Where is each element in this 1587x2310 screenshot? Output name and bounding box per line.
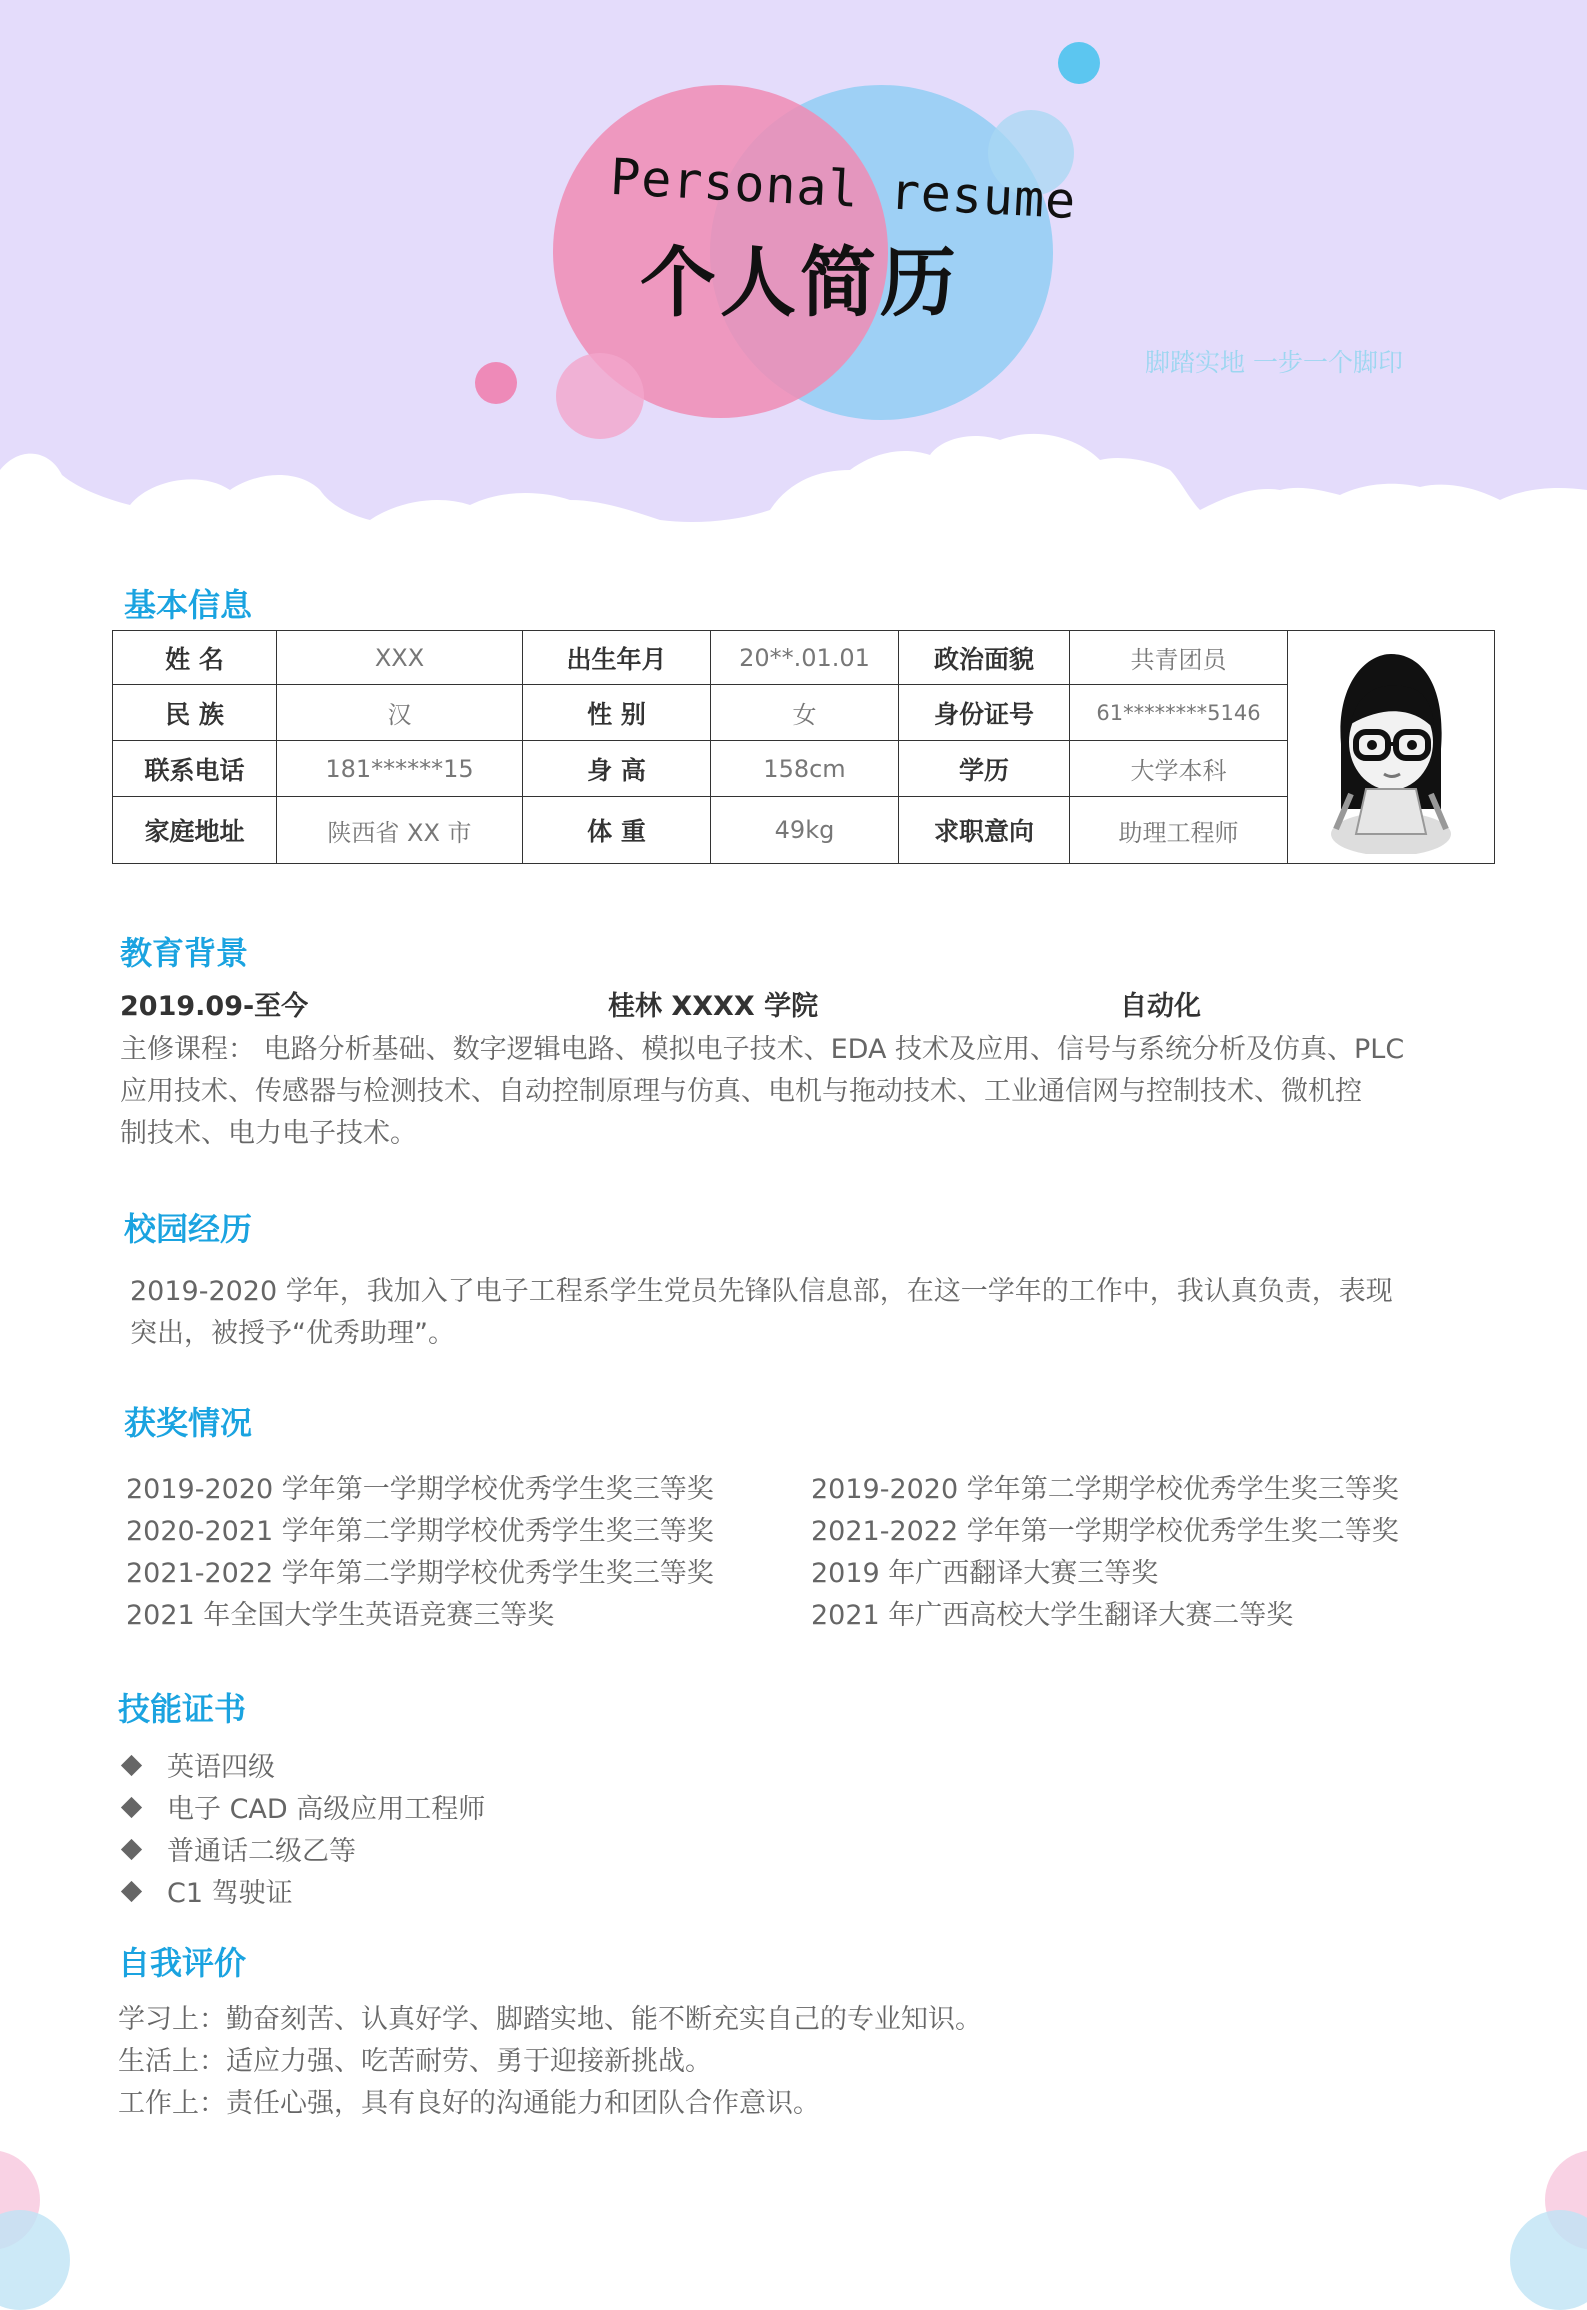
value-political: 共青团员 bbox=[1070, 631, 1288, 685]
skill-item bbox=[120, 1829, 356, 1868]
award-item: 2021-2022 学年第二学期学校优秀学生奖三等奖 bbox=[126, 1558, 714, 1589]
courses-line: 主修课程： 电路分析基础、数字逻辑电路、模拟电子技术、EDA 技术及应用、信号与系统分析及仿真、PLC bbox=[120, 1034, 1405, 1065]
label-height: 身 高 bbox=[523, 741, 711, 797]
blue-corner-right bbox=[1510, 2210, 1587, 2310]
courses-line: 应用技术、传感器与检测技术、自动控制原理与仿真、电机与拖动技术、工业通信网与控制技术、微机控 bbox=[120, 1076, 1362, 1107]
education-school: 桂林 XXXX 学院 bbox=[608, 991, 819, 1022]
award-item: 2021 年广西高校大学生翻译大赛二等奖 bbox=[811, 1600, 1294, 1631]
award-item: 2019 年广西翻译大赛三等奖 bbox=[811, 1558, 1159, 1589]
skill-label: 普通话二级乙等 bbox=[167, 1836, 356, 1867]
section-title-skills: 技能证书 bbox=[118, 1690, 247, 1728]
section-title-awards: 获奖情况 bbox=[124, 1404, 253, 1442]
avatar-photo bbox=[1296, 634, 1486, 854]
value-address: 陕西省 XX 市 bbox=[277, 797, 523, 864]
education-entry bbox=[120, 984, 1420, 1024]
diamond-bullet-icon bbox=[121, 1797, 142, 1818]
skill-item bbox=[120, 1745, 275, 1784]
label-phone: 联系电话 bbox=[113, 741, 277, 797]
value-phone: 181******15 bbox=[277, 741, 523, 797]
value-weight: 49kg bbox=[711, 797, 899, 864]
label-birth: 出生年月 bbox=[523, 631, 711, 685]
pink-bubble-small bbox=[556, 353, 644, 439]
award-item: 2021-2022 学年第一学期学校优秀学生奖二等奖 bbox=[811, 1516, 1399, 1547]
self-eval-line: 生活上：适应力强、吃苦耐劳、勇于迎接新挑战。 bbox=[118, 2046, 712, 2077]
diamond-bullet-icon bbox=[121, 1881, 142, 1902]
education-courses bbox=[120, 1029, 1404, 1155]
value-job-intent: 助理工程师 bbox=[1070, 797, 1288, 864]
diamond-bullet-icon bbox=[121, 1755, 142, 1776]
photo-cell bbox=[1288, 631, 1495, 864]
value-gender: 女 bbox=[711, 685, 899, 741]
education-period: 2019.09-至今 bbox=[120, 991, 309, 1022]
campus-line: 突出，被授予“优秀助理”。 bbox=[130, 1318, 455, 1349]
motto: 脚踏实地 一步一个脚印 bbox=[1145, 348, 1403, 377]
value-name: XXX bbox=[277, 631, 523, 685]
skill-label: 电子 CAD 高级应用工程师 bbox=[167, 1794, 486, 1825]
value-id: 61********5146 bbox=[1070, 685, 1288, 741]
label-gender: 性 别 bbox=[523, 685, 711, 741]
label-name: 姓 名 bbox=[113, 631, 277, 685]
section-title-education: 教育背景 bbox=[120, 934, 249, 972]
value-degree: 大学本科 bbox=[1070, 741, 1288, 797]
courses-line: 制技术、电力电子技术。 bbox=[120, 1118, 417, 1149]
label-weight: 体 重 bbox=[523, 797, 711, 864]
education-major: 自动化 bbox=[1120, 991, 1201, 1022]
award-item: 2021 年全国大学生英语竞赛三等奖 bbox=[126, 1600, 555, 1631]
section-title-basic: 基本信息 bbox=[124, 586, 253, 624]
skill-label: 英语四级 bbox=[167, 1752, 275, 1783]
blue-corner-left bbox=[0, 2210, 70, 2310]
self-eval-line: 学习上：勤奋刻苦、认真好学、脚踏实地、能不断充实自己的专业知识。 bbox=[118, 2004, 982, 2035]
label-address: 家庭地址 bbox=[113, 797, 277, 864]
skill-item bbox=[120, 1787, 485, 1826]
basic-info-table bbox=[112, 630, 1495, 864]
award-item: 2019-2020 学年第二学期学校优秀学生奖三等奖 bbox=[811, 1474, 1399, 1505]
section-title-campus: 校园经历 bbox=[124, 1210, 253, 1248]
label-id: 身份证号 bbox=[899, 685, 1070, 741]
value-ethnicity: 汉 bbox=[277, 685, 523, 741]
title-english: Personal resume bbox=[608, 147, 1078, 231]
label-job-intent: 求职意向 bbox=[899, 797, 1070, 864]
award-item: 2020-2021 学年第二学期学校优秀学生奖三等奖 bbox=[126, 1516, 714, 1547]
blue-bubble-tiny bbox=[1058, 42, 1100, 84]
label-ethnicity: 民 族 bbox=[113, 685, 277, 741]
label-degree: 学历 bbox=[899, 741, 1070, 797]
campus-experience bbox=[130, 1271, 1393, 1355]
campus-line: 2019-2020 学年，我加入了电子工程系学生党员先锋队信息部，在这一学年的工作中，我认真负责，表现 bbox=[130, 1276, 1393, 1307]
label-political: 政治面貌 bbox=[899, 631, 1070, 685]
skill-label: C1 驾驶证 bbox=[167, 1878, 293, 1909]
pink-bubble-tiny bbox=[475, 362, 517, 404]
value-birth: 20**.01.01 bbox=[711, 631, 899, 685]
value-height: 158cm bbox=[711, 741, 899, 797]
diamond-bullet-icon bbox=[121, 1839, 142, 1860]
title-chinese: 个人简历 bbox=[640, 238, 960, 327]
section-title-self: 自我评价 bbox=[118, 1944, 247, 1982]
award-item: 2019-2020 学年第一学期学校优秀学生奖三等奖 bbox=[126, 1474, 714, 1505]
self-eval-line: 工作上：责任心强，具有良好的沟通能力和团队合作意识。 bbox=[118, 2088, 820, 2119]
skill-item bbox=[120, 1871, 293, 1910]
